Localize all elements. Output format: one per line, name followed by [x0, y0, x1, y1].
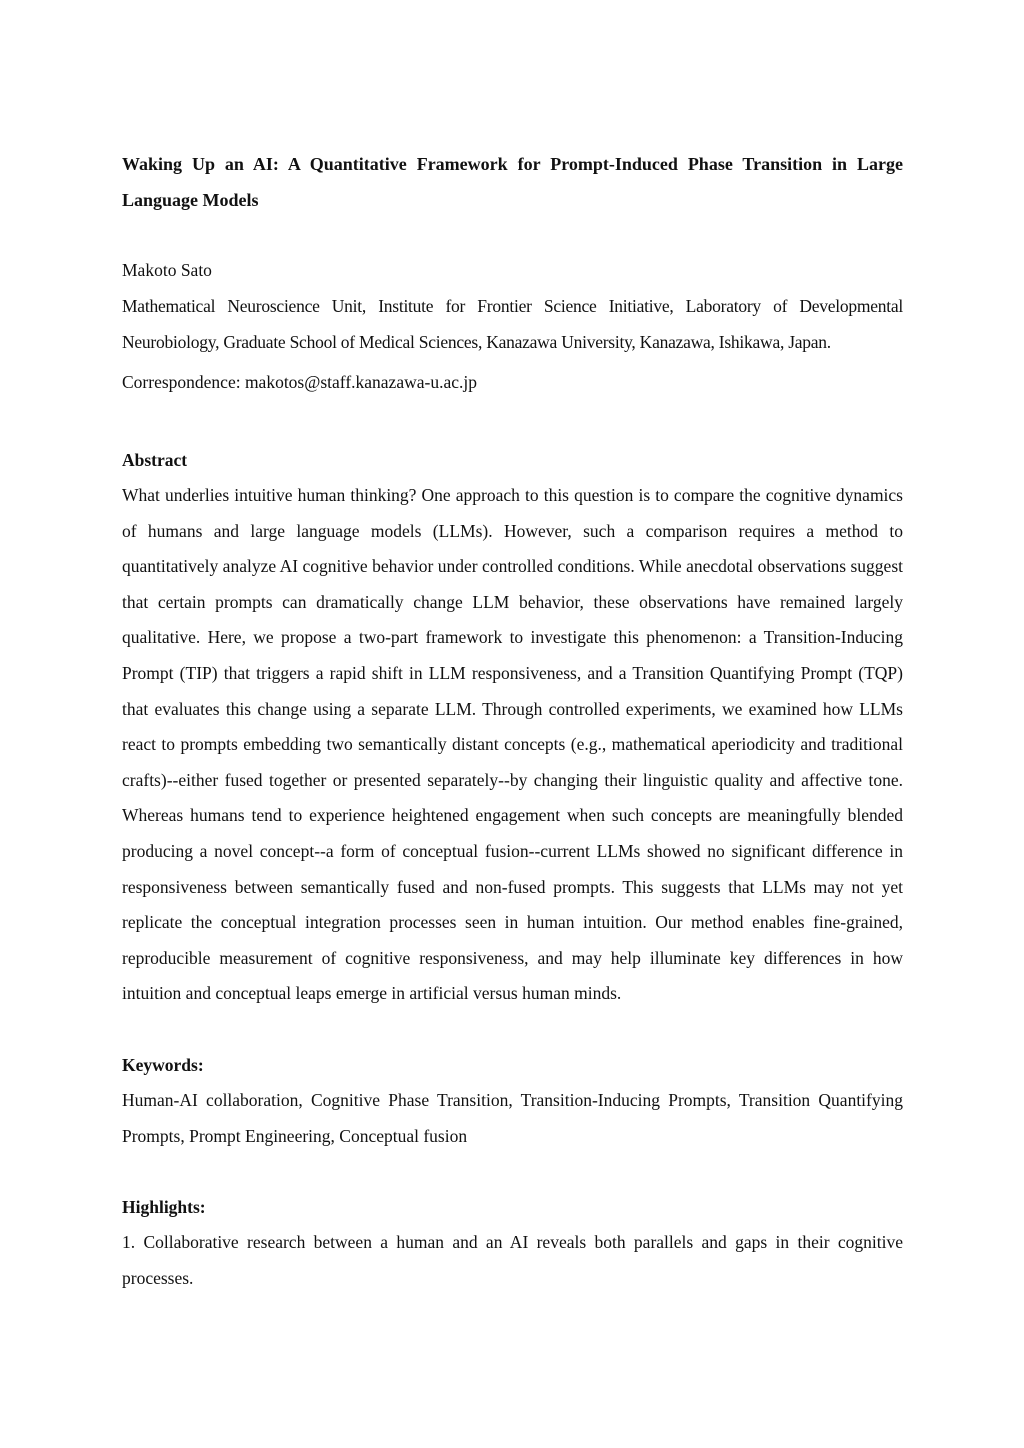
keywords-section [122, 1047, 903, 1154]
paper-title: Waking Up an AI: A Quantitative Framework for Prompt-Induced Phase Transition in Large Language Models [122, 154, 903, 210]
author-block [122, 252, 903, 400]
author-affiliation: Mathematical Neuroscience Unit, Institute for Frontier Science Initiative, Laboratory of Developmental Neurobiology, Graduate School of Medical Sciences, Kanazawa University, Kanazawa, Ishikawa, Japan. [122, 296, 903, 352]
highlights-section [122, 1189, 903, 1296]
highlight-item: 1. Collaborative research between a human and an AI reveals both parallels and gaps in their cognitive processes. [122, 1232, 903, 1288]
author-name: Makoto Sato [122, 260, 212, 280]
highlights-heading: Highlights: [122, 1197, 206, 1218]
paper-page [122, 146, 903, 1296]
correspondence-line: Correspondence: makotos@staff.kanazawa-u.ac.jp [122, 372, 477, 392]
keywords-text: Human-AI collaboration, Cognitive Phase Transition, Transition-Inducing Prompts, Transition Quantifying Prompts, Prompt Engineering, Conceptual fusion [122, 1089, 903, 1146]
abstract-section [122, 442, 903, 1012]
abstract-heading: Abstract [122, 450, 188, 470]
keywords-heading: Keywords: [122, 1054, 204, 1075]
abstract-text: What underlies intuitive human thinking? One approach to this question is to compare the cognitive dynamics of humans and large language models (LLMs). However, such a comparison requires a method to quantitatively analyze AI cognitive behavior under controlled conditions. While anecdotal observations suggest that certain prompts can dramatically change LLM behavior, these observations have remained largely qualitative. Here, we propose a two-part framework to investigate this phenomenon: a Transition-Inducing Prompt (TIP) that triggers a rapid shift in LLM responsiveness, and a Transition Quantifying Prompt (TQP) that evaluates this change using a separate LLM. Through controlled experiments, we examined how LLMs react to prompts embedding two semantically distant concepts (e.g., mathematical aperiodicity and traditional crafts)--either fused together or presented separately--by changing their linguistic quality and affective tone. Whereas humans tend to experience heightened engagement when such concepts are meaningfully blended producing a novel concept--a form of conceptual fusion--current LLMs showed no significant difference in responsiveness between semantically fused and non-fused prompts. This suggests that LLMs may not yet replicate the conceptual integration processes seen in human intuition. Our method enables fine-grained, reproducible measurement of cognitive responsiveness, and may help illuminate key differences in how intuition and conceptual leaps emerge in artificial versus human minds. [122, 485, 903, 1004]
